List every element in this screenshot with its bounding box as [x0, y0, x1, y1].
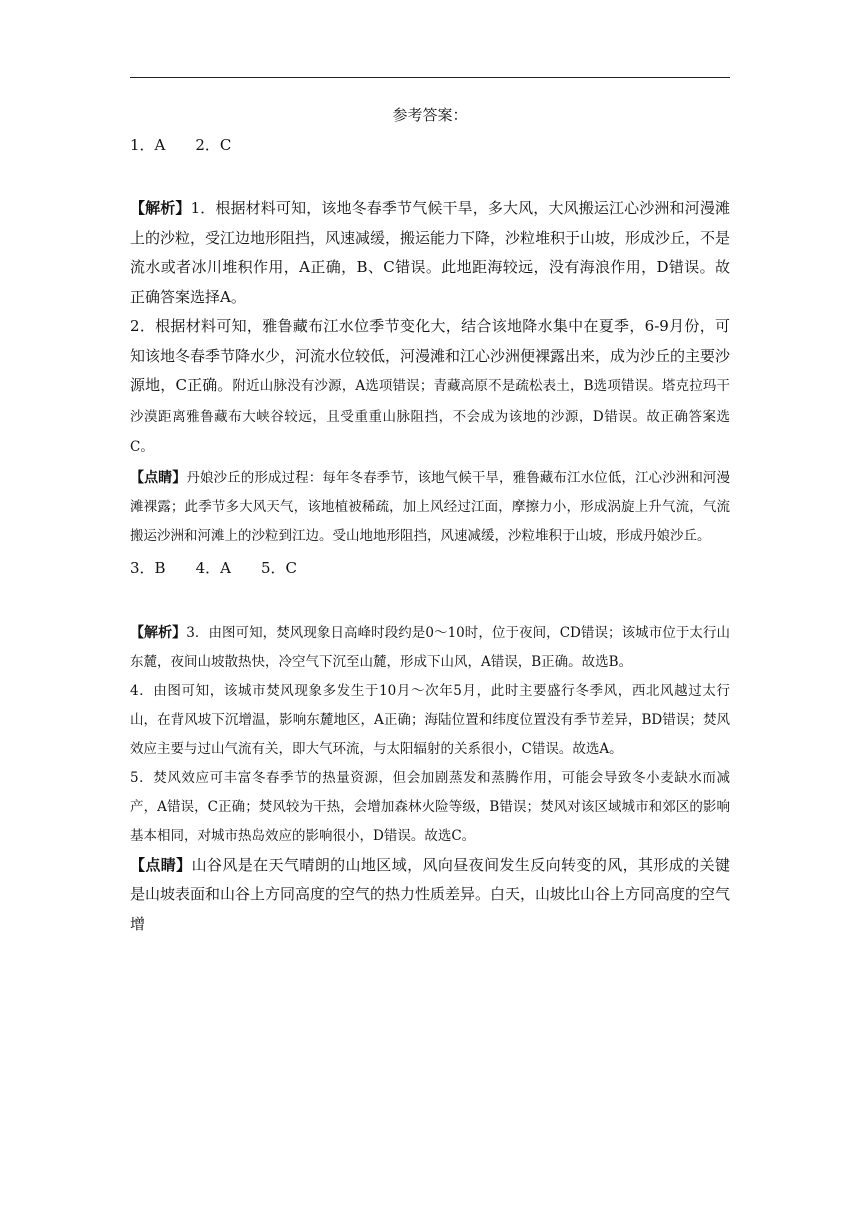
- analysis-q3: [130, 619, 730, 677]
- tip-tag: 【点睛】: [130, 469, 187, 486]
- analysis-tag: 【解析】: [130, 199, 191, 217]
- tip-q1-2: [130, 464, 730, 551]
- tip-q1-2-text: 丹娘沙丘的形成过程：每年冬春季节，该地气候干旱，雅鲁藏布江水位低，江心沙洲和河漫滩裸露；此季节多大风天气，该地植被稀疏，加上风经过江面，摩擦力小，形成涡旋上升气流，气流搬运沙洲和河滩上的沙粒到江边。受山地地形阻挡，风速减缓，沙粒堆积于山坡，形成丹娘沙丘。: [130, 469, 731, 544]
- page-title: 参考答案：: [392, 106, 468, 124]
- tip-q3-5-text: 山谷风是在天气晴朗的山地区域，风向昼夜间发生反向转变的风，其形成的关键是山坡表面和山谷上方同高度的空气的热力性质差异。白天，山坡比山谷上方同高度的空气增: [130, 855, 731, 933]
- analysis-q1-text: 1．根据材料可知，该地冬春季节气候干旱，多大风，大风搬运江心沙洲和河漫滩上的沙粒，受江边地形阻挡，风速减缓，搬运能力下降，沙粒堆积于山坡，形成沙丘，不是流水或者冰川堆积作用，A正确，B、C错误。此地距海较远，没有海浪作用，D错误。故正确答案选择A。: [130, 199, 731, 306]
- answer-document: [130, 100, 730, 939]
- analysis-q4-text-a: 4．由图可知，该城市焚风现象多发生于10月～次年5月，此时主要盛行冬季风，西北风越过太行山，在背风坡下沉增温，影响东麓地区，A正确；: [130, 682, 730, 728]
- spacer: [130, 583, 730, 619]
- analysis-q4: [130, 677, 730, 764]
- answer-key-3-5: 3．B 4．A 5．C: [130, 558, 297, 577]
- analysis-q2: [130, 312, 730, 463]
- tip-q3-5: [130, 851, 730, 940]
- answer-key-1-2: 1．A 2．C: [130, 136, 232, 154]
- tip-tag: 【点睛】: [130, 855, 192, 874]
- analysis-q3-text: 3．由图可知，焚风现象日高峰时段约是0～10时，位于夜间，CD错误；该城市位于太行山东麓，夜间山坡散热快，冷空气下沉至山麓，形成下山风，A错误，B正确。故选B。: [130, 624, 730, 670]
- analysis-q4-text-b: 海陆位置和纬度位置没有季节差异，BD错误；焚风效应主要与过山气流有关，即大气环流，与太阳辐射的关系很小，C错误。故选A。: [130, 711, 731, 757]
- analysis-q2-text-b: 附近山脉没有沙源，A选项错误；青藏高原不是疏松表土，B选项错误。塔克拉玛干沙漠距离雅鲁藏布大峡谷较远，且受重重山脉阻挡，不会成为该地的沙源，D错误。故正确答案选C。: [130, 378, 730, 455]
- analysis-q5-text: 5．焚风效应可丰富冬春季节的热量资源，但会加剧蒸发和蒸腾作用，可能会导致冬小麦缺水而减产，A错误，C正确；焚风较为干热，会增加森林火险等级，B错误；焚风对该区域城市和郊区的影响基本相同，对城市热岛效应的影响很小，D错误。故选C。: [130, 769, 730, 844]
- analysis-tag: 【解析】: [130, 624, 187, 641]
- spacer: [130, 160, 730, 194]
- analysis-q5: [130, 764, 730, 851]
- analysis-q1: [130, 194, 730, 312]
- header-rule: [130, 77, 730, 78]
- analysis-q2-text-a: 2．根据材料可知，雅鲁藏布江水位季节变化大，结合该地降水集中在夏季，6-9月份，可知该地冬春季节降水少，河流水位较低，河漫滩和江心沙洲便裸露出来，成为沙丘的主要沙源地，C正确。: [130, 317, 731, 394]
